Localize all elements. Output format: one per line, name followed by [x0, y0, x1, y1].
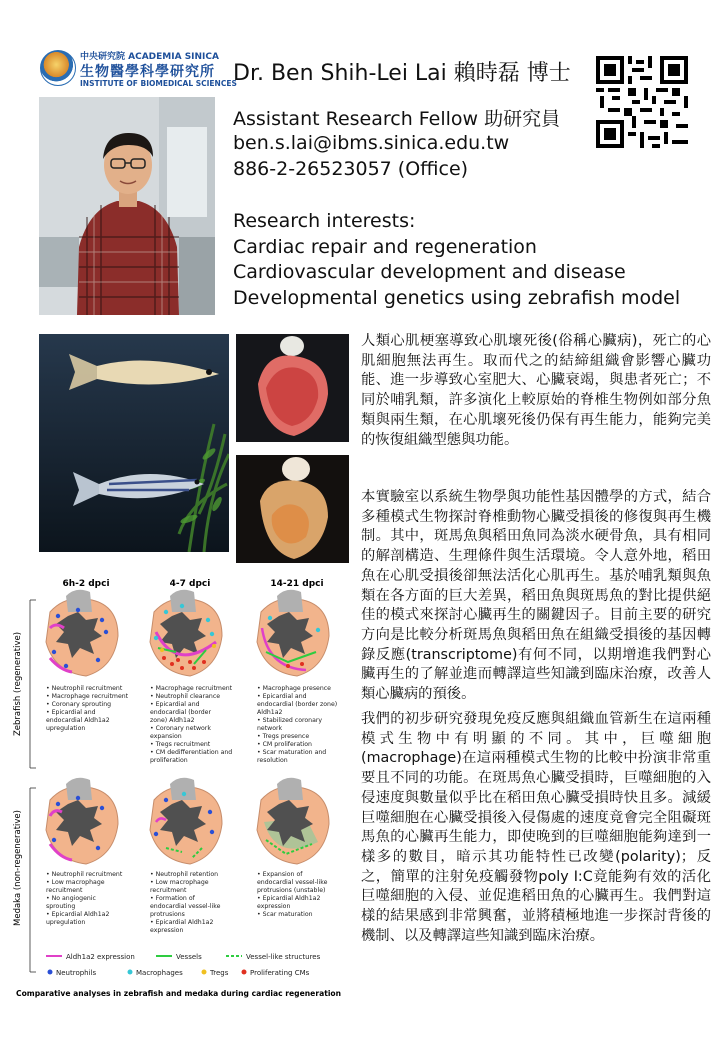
- note-line: • CM proliferation: [257, 741, 312, 748]
- column-header: 14-21 dpci: [270, 579, 324, 589]
- note-line: • Neutrophil recruitment: [46, 685, 123, 692]
- paragraph-background: 人類心肌梗塞導致心肌壞死後(俗稱心臟病)，死亡的心肌細胞無法再生。取而代之的結締組織會影響心臟功能、進一步導致心室肥大、心臟衰竭，與患者死亡；不同於哺乳類，許多演化上較原始的脊椎生物例如部分魚類與兩生類，在心肌壞死後仍保有再生能力，能夠完美的恢復組織型態與功能。: [361, 333, 711, 448]
- note-line: Aldh1a2: [257, 709, 283, 716]
- neutrophil-legend-dot: [48, 970, 53, 975]
- note-line: • Epicardial and: [46, 709, 96, 716]
- paragraph-lab-approach: 本實驗室以系統生物學與功能性基因體學的方式，結合多種模式生物探討脊椎動物心臟受損後的修復與再生機制。其中，斑馬魚與稻田魚同為淡水硬骨魚，具有相同的解剖構造、生理條件與生活環境。令人意外地，稻田魚在心肌受損後卻無法活化心肌再生。基於哺乳類與魚類在各方面的巨大差異，稻田魚與斑馬魚的對比提供絕佳的模式來探討心臟再生的關鍵因子。目前主要的研究方向是比較分析斑馬魚與稻田魚在組織受損後的基因轉錄反應(transcriptome)有何不同，以期增進我們對心臟再生的了解並進而轉譯這些知識到臨床治療，改善人類心臟病的預後。: [361, 489, 711, 703]
- note-line: upregulation: [46, 725, 86, 732]
- note-line: • Low macrophage: [46, 879, 105, 886]
- note-line: endocardial (border zone): [257, 701, 338, 708]
- note-line: • CM dedifferentiation and: [150, 749, 233, 756]
- note-line: • No angiogenic: [46, 895, 96, 902]
- treg-legend-dot: [202, 970, 207, 975]
- note-line: protrusions (unstable): [257, 887, 326, 894]
- note-line: • Epicardial and: [150, 701, 200, 708]
- legend-label: Macrophages: [136, 969, 183, 977]
- note-line: recruitment: [150, 887, 187, 894]
- logo-line-3: INSTITUTE OF BIOMEDICAL SCIENCES: [80, 79, 237, 88]
- heart-diagram-zebrafish-early: [46, 590, 118, 676]
- legend-label: Aldh1a2 expression: [66, 953, 135, 961]
- note-line: • Stabilized coronary: [257, 717, 323, 724]
- legend-label: Tregs: [210, 969, 229, 977]
- note-line: resolution: [257, 757, 288, 764]
- legend-label: Neutrophils: [56, 969, 97, 977]
- note-line: • Macrophage presence: [257, 685, 331, 692]
- heart-diagram-medaka-late: [257, 778, 329, 864]
- note-line: • Expansion of: [257, 871, 303, 878]
- note-line: • Macrophage recruitment: [150, 685, 233, 692]
- researcher-name: Dr. Ben Shih-Lei Lai 賴時磊 博士: [233, 61, 571, 86]
- note-line: upregulation: [46, 919, 86, 926]
- note-line: endocardial Aldh1a2: [46, 717, 110, 724]
- note-line: proliferation: [150, 757, 188, 764]
- zebrafish-heart-photo: [236, 334, 349, 442]
- research-interest-item: Cardiac repair and regeneration: [233, 236, 537, 258]
- heart-diagram-zebrafish-mid: [150, 590, 222, 676]
- note-line: expression: [257, 903, 291, 910]
- note-line: • Epicardial Aldh1a2: [257, 895, 321, 902]
- academia-sinica-seal-icon: [40, 50, 76, 86]
- portrait-photo: [39, 97, 215, 315]
- macrophage-legend-dot: [128, 970, 133, 975]
- note-line: sprouting: [46, 903, 76, 910]
- note-line: recruitment: [46, 887, 83, 894]
- row-label-zebrafish: Zebrafish (regenerative): [13, 631, 23, 737]
- research-interest-item: Cardiovascular development and disease: [233, 261, 626, 283]
- paragraph-preliminary-findings: 我們的初步研究發現免疫反應與組織血管新生在這兩種模式生物中有明顯的不同。其中，巨噬細胞(macrophage)在這兩種模式生物的比較中扮演非常重要且不同的功能。在斑馬魚心臟受損時，巨噬細胞的入侵速度與數量似乎比在稻田魚心臟受損時快且多。減緩巨噬細胞在心臟受損後入侵傷處的速度竟會完全阻礙斑馬魚的心臟再生能力，即使晚到的巨噬細胞能夠達到一樣多的數目，暗示其功能特性已改變(polarity)；反之，簡單的注射免疫觸發物poly I:C竟能夠有效的活化巨噬細胞的入侵、並促進稻田魚的心臟再生。我們對這樣的結果感到非常興奮，並將積極地進一步探討背後的機制、以及轉譯這些知識到臨床治療。: [361, 711, 711, 944]
- job-title: Assistant Research Fellow 助研究員: [233, 108, 561, 130]
- heart-diagram-zebrafish-late: [257, 590, 329, 676]
- legend-label: Vessels: [176, 953, 202, 961]
- comparative-regeneration-figure: [6, 572, 352, 1002]
- note-line: zone) Aldh1a2: [150, 717, 195, 724]
- qr-code-icon: [596, 56, 688, 148]
- note-line: endocardial vessel-like: [150, 903, 221, 910]
- note-line: • Epicardial and: [257, 693, 307, 700]
- row-label-medaka: Medaka (non-regenerative): [13, 810, 23, 926]
- research-interest-item: Developmental genetics using zebrafish model: [233, 287, 681, 309]
- note-line: • Epicardial Aldh1a2: [46, 911, 110, 918]
- note-line: expansion: [150, 733, 182, 740]
- column-header: 4-7 dpci: [169, 579, 211, 589]
- note-line: endocardial (border: [150, 709, 212, 716]
- figure-legend: [46, 953, 321, 977]
- note-line: • Neutrophil retention: [150, 871, 219, 878]
- figure-caption: Comparative analyses in zebrafish and medaka during cardiac regeneration: [16, 989, 342, 998]
- note-line: • Low macrophage: [150, 879, 209, 886]
- note-line: • Coronary network: [150, 725, 211, 732]
- note-line: network: [257, 725, 283, 732]
- note-line: • Coronary sprouting: [46, 701, 112, 708]
- logo-line-1: 中央研究院 ACADEMIA SINICA: [80, 52, 219, 62]
- email-address[interactable]: ben.s.lai@ibms.sinica.edu.tw: [233, 132, 510, 154]
- legend-label: Proliferating CMs: [250, 969, 310, 977]
- column-header: 6h-2 dpci: [62, 579, 110, 589]
- heart-diagram-medaka-mid: [150, 778, 222, 864]
- research-interests-heading: Research interests:: [233, 210, 416, 232]
- note-line: protrusions: [150, 911, 185, 918]
- note-line: • Formation of: [150, 895, 195, 902]
- zebrafish-medaka-photo: [39, 334, 229, 552]
- heart-diagram-medaka-early: [46, 778, 118, 864]
- proliferating-cm-legend-dot: [242, 970, 247, 975]
- note-line: expression: [150, 927, 184, 934]
- medaka-heart-photo: [236, 455, 349, 563]
- office-phone: 886-2-26523057 (Office): [233, 158, 469, 180]
- note-line: • Neutrophil recruitment: [46, 871, 123, 878]
- note-line: • Macrophage recruitment: [46, 693, 129, 700]
- note-line: endocardial vessel-like: [257, 879, 328, 886]
- institute-logo: [40, 48, 237, 90]
- note-line: • Tregs recruitment: [150, 741, 211, 748]
- note-line: • Scar maturation and: [257, 749, 327, 756]
- note-line: • Epicardial Aldh1a2: [150, 919, 214, 926]
- note-line: • Tregs presence: [257, 733, 310, 740]
- legend-label: Vessel-like structures: [246, 953, 321, 961]
- note-line: • Scar maturation: [257, 911, 313, 918]
- logo-line-2: 生物醫學科學研究所: [80, 64, 215, 80]
- note-line: • Neutrophil clearance: [150, 693, 221, 700]
